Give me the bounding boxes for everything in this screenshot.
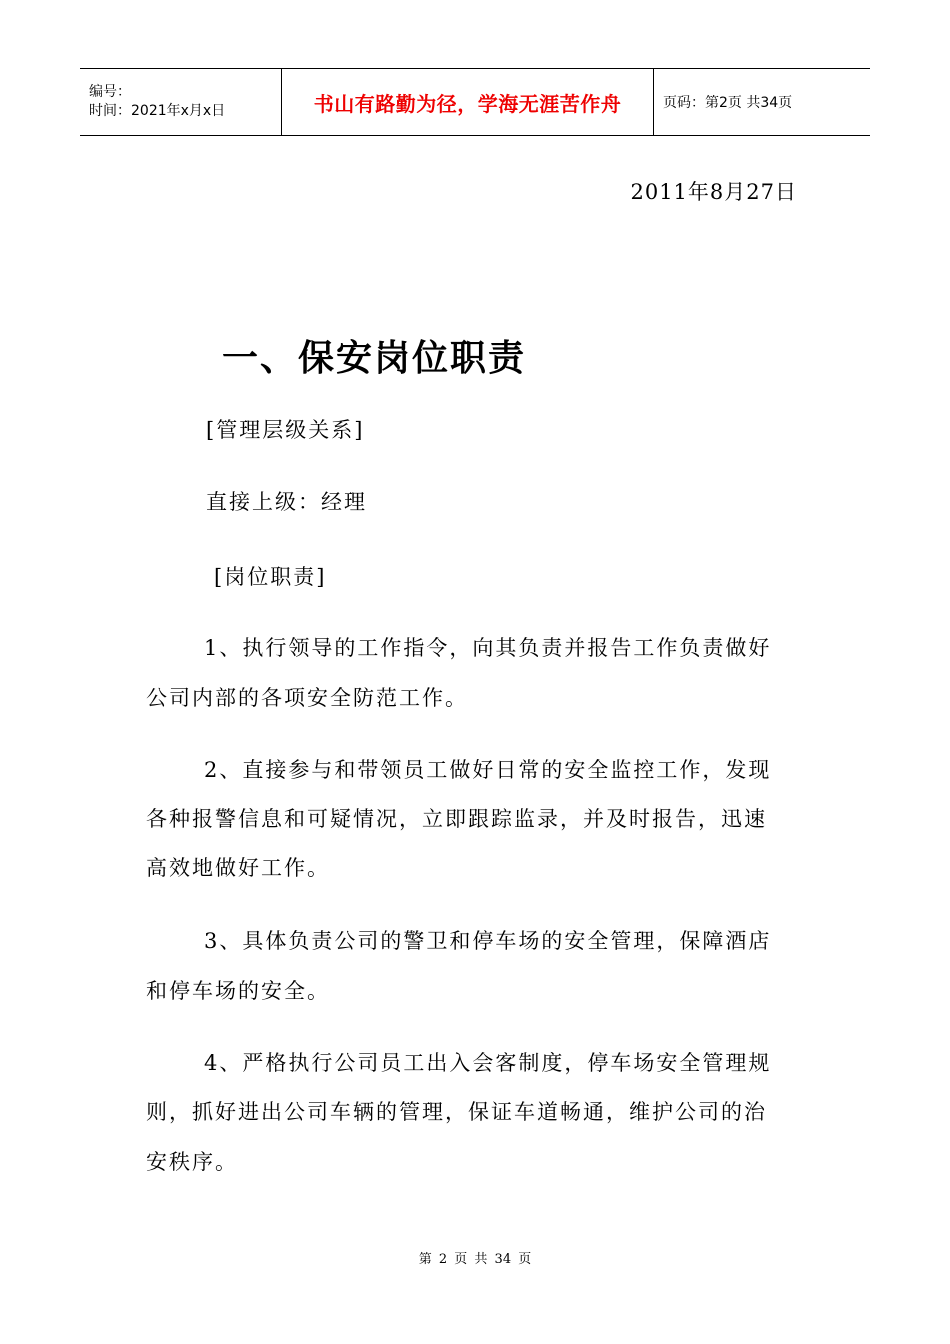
document-date: 2011年8月27日 bbox=[630, 180, 797, 204]
duty-item-1-line-1: 1、执行领导的工作指令，向其负责并报告工作负责做好 bbox=[204, 636, 772, 660]
header-motto: 书山有路勤为径，学海无涯苦作舟 bbox=[282, 69, 654, 135]
document-number-label: 编号： bbox=[89, 84, 131, 100]
duty-item-1-line-2: 公司内部的各项安全防范工作。 bbox=[146, 686, 468, 710]
document-time-label: 时间：2021年x月x日 bbox=[89, 103, 226, 119]
header-page-info: 页码：第2页 共34页 bbox=[663, 95, 793, 111]
management-level-heading: [管理层级关系] bbox=[206, 418, 365, 442]
header-meta-cell bbox=[80, 69, 282, 135]
duty-item-2-line-3: 高效地做好工作。 bbox=[146, 856, 330, 880]
duty-item-3-line-2: 和停车场的安全。 bbox=[146, 979, 330, 1003]
duty-item-4-line-3: 安秩序。 bbox=[146, 1150, 238, 1174]
page-header bbox=[80, 68, 870, 136]
duty-item-4-line-1: 4、严格执行公司员工出入会客制度，停车场安全管理规 bbox=[204, 1051, 772, 1075]
duties-heading: [岗位职责] bbox=[214, 565, 327, 589]
duty-item-4-line-2: 则，抓好进出公司车辆的管理，保证车道畅通，维护公司的治 bbox=[146, 1100, 767, 1124]
duty-item-2-line-1: 2、直接参与和带领员工做好日常的安全监控工作，发现 bbox=[204, 758, 772, 782]
duty-item-2-line-2: 各种报警信息和可疑情况，立即跟踪监录，并及时报告，迅速 bbox=[146, 807, 767, 831]
direct-superior-text: 直接上级：经理 bbox=[206, 490, 367, 514]
section-title: 一、保安岗位职责 bbox=[222, 338, 527, 379]
page-footer: 第 2 页 共 34 页 bbox=[418, 1252, 532, 1267]
duty-item-3-line-1: 3、具体负责公司的警卫和停车场的安全管理，保障酒店 bbox=[204, 929, 772, 953]
